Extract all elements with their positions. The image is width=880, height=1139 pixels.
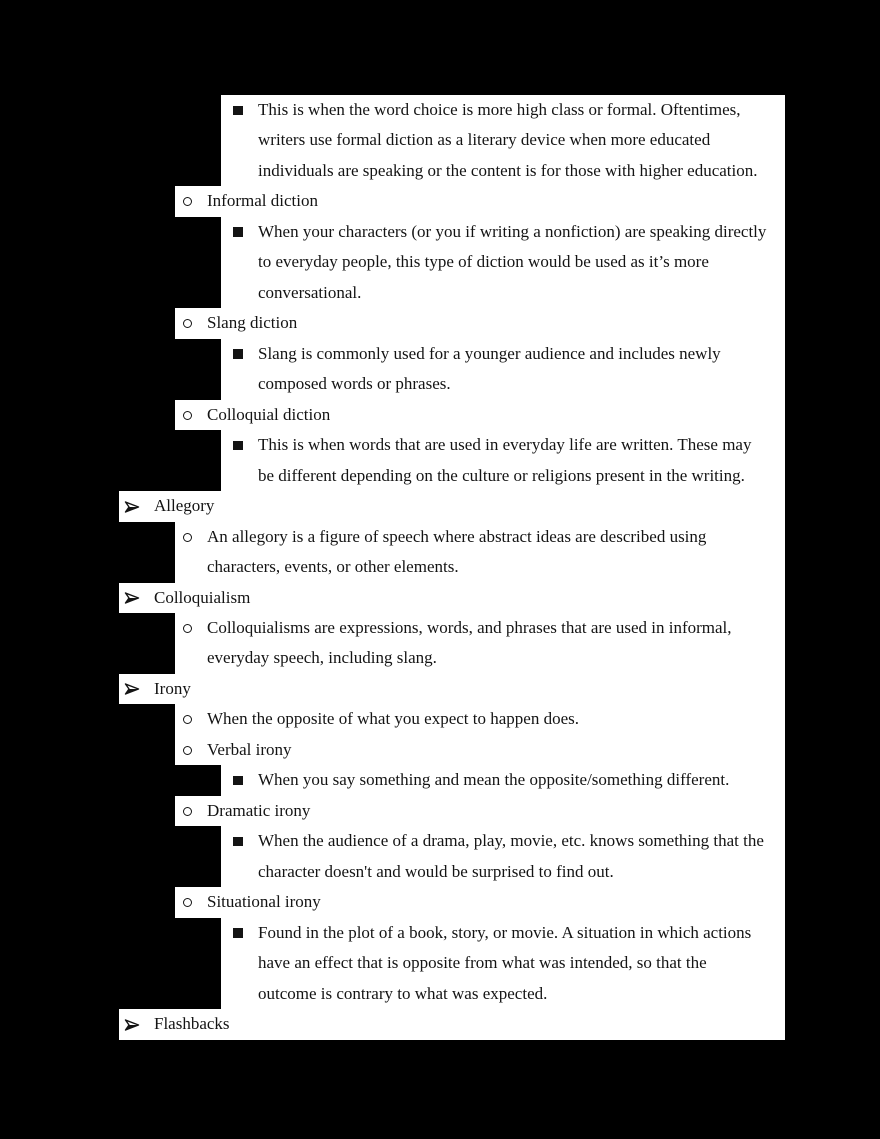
- circle-bullet-icon: [183, 807, 192, 816]
- circle-bullet-icon: [183, 319, 192, 328]
- outline-line: An allegory is a figure of speech where abstract ideas are described using: [207, 522, 785, 552]
- outline-line: This is when the word choice is more high class or formal. Oftentimes,: [258, 95, 785, 125]
- outline-line: When the audience of a drama, play, movie, etc. knows something that the: [258, 826, 785, 856]
- outline-paragraph: [221, 339, 785, 400]
- square-bullet-icon: [233, 837, 243, 847]
- outline-line: When the opposite of what you expect to happen does.: [207, 704, 785, 734]
- outline-paragraph: [175, 796, 785, 826]
- outline-line: conversational.: [258, 278, 785, 308]
- outline-line: to everyday people, this type of diction would be used as it’s more: [258, 247, 785, 277]
- outline-line: Allegory: [154, 491, 785, 521]
- outline-line: Verbal irony: [207, 735, 785, 765]
- outline-line: have an effect that is opposite from what was intended, so that the: [258, 948, 785, 978]
- outline-line: When you say something and mean the opposite/something different.: [258, 765, 785, 795]
- square-bullet-icon: [233, 928, 243, 938]
- outline-line: Informal diction: [207, 186, 785, 216]
- square-bullet-icon: [233, 349, 243, 359]
- outline-paragraph: [221, 217, 785, 308]
- outline-line: writers use formal diction as a literary device when more educated: [258, 125, 785, 155]
- outline-paragraph: [175, 887, 785, 917]
- circle-bullet-icon: [183, 746, 192, 755]
- arrowhead-bullet-icon: [124, 500, 140, 514]
- outline-paragraph: [221, 918, 785, 1009]
- outline-line: Found in the plot of a book, story, or movie. A situation in which actions: [258, 918, 785, 948]
- outline-paragraph: [119, 491, 785, 521]
- arrowhead-bullet-icon: [124, 591, 140, 605]
- outline-paragraph: [175, 613, 785, 674]
- outline-line: be different depending on the culture or religions present in the writing.: [258, 461, 785, 491]
- outline-paragraph: [175, 735, 785, 765]
- outline-paragraph: [221, 430, 785, 491]
- square-bullet-icon: [233, 227, 243, 237]
- outline-line: character doesn't and would be surprised to find out.: [258, 857, 785, 887]
- outline-line: Slang is commonly used for a younger audience and includes newly: [258, 339, 785, 369]
- circle-bullet-icon: [183, 898, 192, 907]
- outline-paragraph: [119, 1009, 785, 1039]
- circle-bullet-icon: [183, 715, 192, 724]
- outline-line: composed words or phrases.: [258, 369, 785, 399]
- outline-paragraph: [119, 583, 785, 613]
- outline-paragraph: [175, 400, 785, 430]
- outline-paragraph: [221, 765, 785, 795]
- square-bullet-icon: [233, 106, 243, 116]
- outline-paragraph: [221, 826, 785, 887]
- outline-line: When your characters (or you if writing a nonfiction) are speaking directly: [258, 217, 785, 247]
- square-bullet-icon: [233, 776, 243, 786]
- circle-bullet-icon: [183, 624, 192, 633]
- outline-paragraph: [119, 674, 785, 704]
- outline-paragraph: [175, 704, 785, 734]
- outline-line: Colloquialism: [154, 583, 785, 613]
- outline-line: Colloquialisms are expressions, words, and phrases that are used in informal,: [207, 613, 785, 643]
- outline-line: Situational irony: [207, 887, 785, 917]
- circle-bullet-icon: [183, 411, 192, 420]
- outline-line: Flashbacks: [154, 1009, 785, 1039]
- arrowhead-bullet-icon: [124, 1018, 140, 1032]
- outline-line: individuals are speaking or the content is for those with higher education.: [258, 156, 785, 186]
- outline-line: Irony: [154, 674, 785, 704]
- outline-paragraph: [175, 522, 785, 583]
- circle-bullet-icon: [183, 197, 192, 206]
- circle-bullet-icon: [183, 533, 192, 542]
- outline-paragraph: [221, 95, 785, 186]
- outline-line: Slang diction: [207, 308, 785, 338]
- outline-paragraph: [175, 308, 785, 338]
- arrowhead-bullet-icon: [124, 682, 140, 696]
- outline-line: characters, events, or other elements.: [207, 552, 785, 582]
- square-bullet-icon: [233, 441, 243, 451]
- outline-line: outcome is contrary to what was expected.: [258, 979, 785, 1009]
- outline-line: This is when words that are used in everyday life are written. These may: [258, 430, 785, 460]
- outline-paragraph: [175, 186, 785, 216]
- outline-line: Dramatic irony: [207, 796, 785, 826]
- outline-line: Colloquial diction: [207, 400, 785, 430]
- outline-line: everyday speech, including slang.: [207, 643, 785, 673]
- document-page: [0, 95, 880, 1040]
